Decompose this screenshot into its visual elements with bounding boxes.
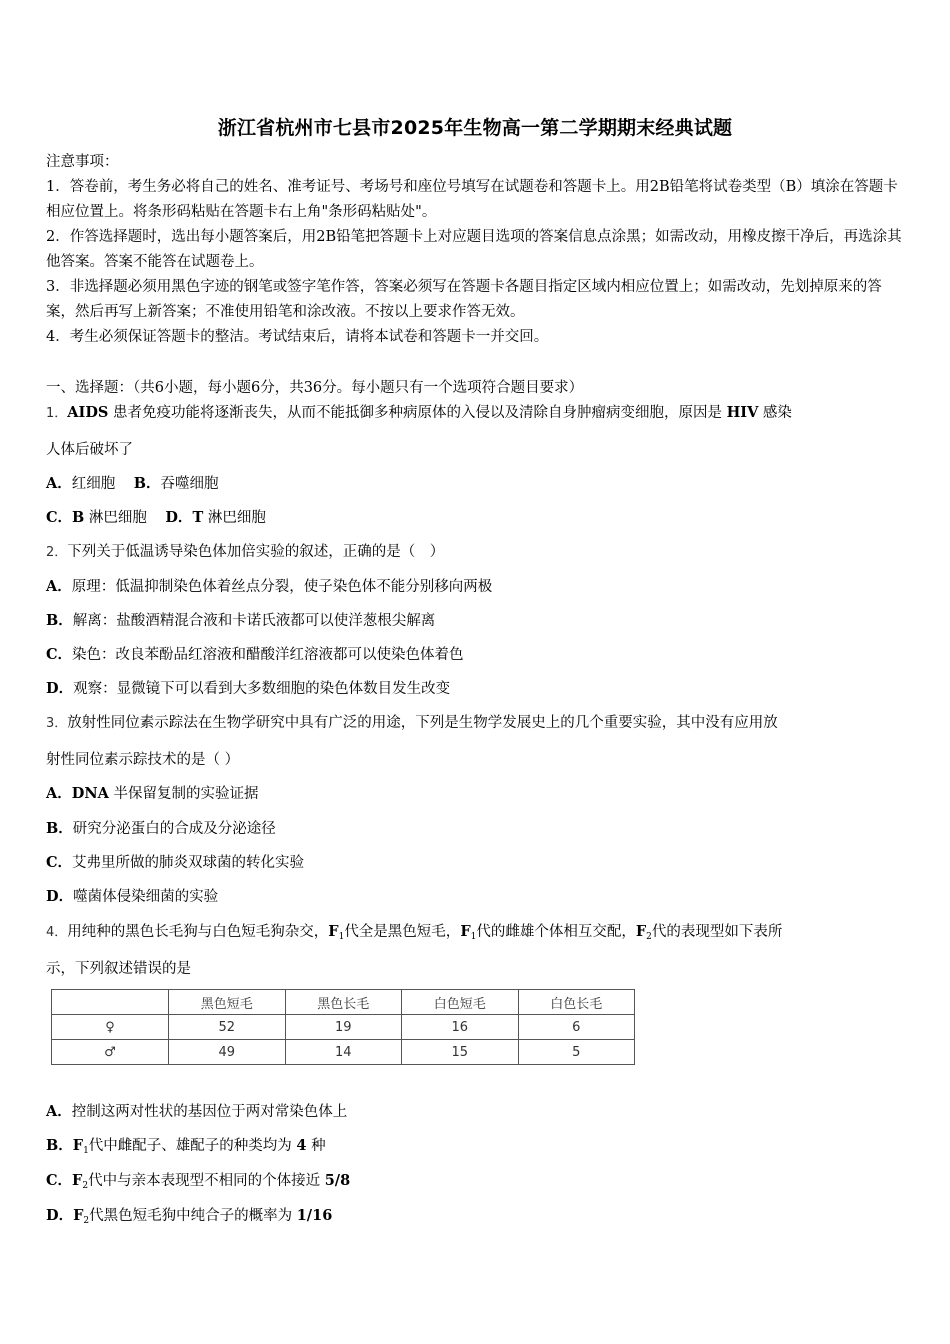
q4-option-b <box>46 1134 906 1156</box>
table-header-cell: 黑色长毛 <box>285 990 402 1015</box>
q4-option-d <box>46 1204 906 1226</box>
q4-option-d-f: F <box>73 1207 84 1224</box>
q2-number: 2． <box>46 545 68 560</box>
q4-option-a-text: 控制这两对性状的基因位于两对常染色体上 <box>71 1104 348 1120</box>
q4-option-c-f: F <box>72 1172 83 1189</box>
q1-aids: AIDS <box>67 404 109 421</box>
q1-option-c: 淋巴细胞 <box>84 510 147 526</box>
q2-option-b <box>46 609 906 630</box>
q3-option-d <box>46 885 906 906</box>
q4-option-b-end: 种 <box>306 1138 326 1154</box>
q3-option-b-letter: B． <box>46 820 73 837</box>
q4-option-c-num: 5/8 <box>324 1172 351 1189</box>
q3-option-a <box>46 782 906 803</box>
table-header-cell: 白色长毛 <box>518 990 635 1015</box>
q4-text-b: 代全是黑色短毛， <box>344 924 461 940</box>
q1-text-a: 患者免疫功能将逐渐丧失，从而不能抵御多种病原体的入侵以及清除自身肿瘤病变细胞，原因是 <box>108 405 727 421</box>
q4-option-d-letter: D． <box>46 1207 74 1224</box>
q2-stem-text: 下列关于低温诱导染色体加倍实验的叙述，正确的是（ ） <box>67 544 445 560</box>
q1-option-c-prefix: B <box>72 509 85 526</box>
q1-option-b-letter: B． <box>133 475 161 492</box>
q2-option-d-text: 观察：显微镜下可以看到大多数细胞的染色体数目发生改变 <box>73 681 451 697</box>
q2-option-a-letter: A． <box>46 578 72 595</box>
q4-stem-line1 <box>46 920 906 942</box>
q4-f-label-3: F <box>635 923 647 940</box>
q2-stem <box>46 540 906 561</box>
q3-option-c <box>46 851 906 872</box>
q4-text-d: 代的表现型如下表所 <box>651 924 783 940</box>
q2-option-d <box>46 677 906 698</box>
q3-option-d-letter: D． <box>46 888 74 905</box>
notice-item-4: 4．考生必须保证答题卡的整洁。考试结束后，请将本试卷和答题卡一并交回。 <box>46 329 549 345</box>
q4-f-sub-1: 1 <box>338 932 345 942</box>
q4-f-label-2: F <box>460 923 471 940</box>
q2-option-b-text: 解离：盐酸酒精混合液和卡诺氏液都可以使洋葱根尖解离 <box>72 613 436 629</box>
q2-option-c-letter: C． <box>46 646 73 663</box>
notice-item-2: 2．作答选择题时，选出每小题答案后，用2B铅笔把答题卡上对应题目选项的答案信息点涂黑；如需改动，用橡皮擦干净后，再选涂其他答案。答案不能答在试题卷上。 <box>46 229 902 270</box>
table-row <box>52 1015 635 1040</box>
q1-options-cd <box>46 506 906 527</box>
q4-option-a <box>46 1100 906 1121</box>
q4-option-b-text: 代中雌配子、雄配子的种类均为 <box>88 1138 297 1154</box>
q1-option-c-letter: C． <box>46 509 73 526</box>
notice-item-1: 1．答卷前，考生务必将自己的姓名、准考证号、考场号和座位号填写在试题卷和答题卡上。用2B铅笔将试卷类型（B）填涂在答题卡相应位置上。将条形码粘贴在答题卡右上角"条形码粘贴处"。 <box>46 179 898 220</box>
q2-option-a-text: 原理：低温抑制染色体着丝点分裂，使子染色体不能分别移向两极 <box>71 579 493 595</box>
q2-option-a <box>46 575 906 596</box>
table-cell: 49 <box>169 1040 286 1065</box>
section-heading: 一、选择题：（共6小题，每小题6分，共36分。每小题只有一个选项符合题目要求） <box>46 380 584 396</box>
table-cell: 5 <box>518 1040 635 1065</box>
table-cell: 19 <box>285 1015 402 1040</box>
q3-option-a-text: 半保留复制的实验证据 <box>108 786 259 802</box>
q2-option-c-text: 染色：改良苯酚品红溶液和醋酸洋红溶液都可以使染色体着色 <box>72 647 464 663</box>
q1-stem-line1 <box>46 401 906 422</box>
notice-block <box>46 150 906 350</box>
q4-option-b-letter: B． <box>46 1137 73 1154</box>
female-symbol-cell: ♀ <box>52 1015 169 1040</box>
q4-f-sub-3: 2 <box>646 932 652 942</box>
table-cell: 14 <box>285 1040 402 1065</box>
q4-option-b-f: F <box>72 1137 84 1154</box>
q3-number: 3． <box>46 716 68 731</box>
q4-phenotype-table <box>51 989 635 1065</box>
table-row <box>52 1040 635 1065</box>
q2-option-c <box>46 643 906 664</box>
q4-option-a-letter: A． <box>46 1103 72 1120</box>
q4-option-d-num: 1/16 <box>296 1207 333 1224</box>
q3-stem-line2: 射性同位素示踪技术的是（ ） <box>46 752 240 768</box>
q4-option-b-sub: 1 <box>83 1146 89 1156</box>
table-header-cell: 黑色短毛 <box>169 990 286 1015</box>
table-cell: 52 <box>169 1015 286 1040</box>
q4-option-c <box>46 1169 906 1191</box>
table-header-cell: 白色短毛 <box>402 990 519 1015</box>
table-cell: 16 <box>402 1015 519 1040</box>
q4-f-sub-2: 1 <box>470 932 477 942</box>
q3-stem-text: 放射性同位素示踪法在生物学研究中具有广泛的用途，下列是生物学发展史上的几个重要实验，其中没有应用放 <box>67 715 778 731</box>
table-header-cell <box>52 990 169 1015</box>
q4-option-d-sub: 2 <box>83 1216 90 1226</box>
q1-number: 1． <box>46 406 68 421</box>
q4-option-c-sub: 2 <box>82 1181 89 1191</box>
q4-text-c: 代的雌雄个体相互交配， <box>476 924 636 940</box>
q4-option-b-num: 4 <box>296 1137 307 1154</box>
q1-option-b: 吞噬细胞 <box>160 476 219 492</box>
q3-option-b-text: 研究分泌蛋白的合成及分泌途径 <box>72 821 276 837</box>
q1-hiv: HIV <box>726 404 759 421</box>
q1-option-d: 淋巴细胞 <box>203 510 266 526</box>
q4-stem-line2: 示，下列叙述错误的是 <box>46 961 191 977</box>
q4-number: 4． <box>46 925 68 940</box>
notice-item-3: 3．非选择题必须用黑色字迹的钢笔或签字笔作答，答案必须写在答题卡各题目指定区域内相应位置上；如需改动，先划掉原来的答案，然后再写上新答案；不准使用铅笔和涂改液。不按以上要求作答无效。 <box>46 279 882 320</box>
q2-option-d-letter: D． <box>46 680 74 697</box>
q1-option-d-letter: D． <box>165 509 193 526</box>
q4-option-c-text: 代中与亲本表现型不相同的个体接近 <box>88 1173 325 1189</box>
male-symbol-cell: ♂ <box>52 1040 169 1065</box>
notice-heading: 注意事项： <box>46 154 119 170</box>
q4-f-label-1: F <box>328 923 339 940</box>
q3-option-c-text: 艾弗里所做的肺炎双球菌的转化实验 <box>72 855 305 871</box>
q1-option-d-prefix: T <box>192 509 204 526</box>
q4-option-d-text: 代黑色短毛狗中纯合子的概率为 <box>89 1208 297 1224</box>
q3-option-c-letter: C． <box>46 854 73 871</box>
q3-option-a-letter: A． <box>46 785 72 802</box>
q3-option-d-text: 噬菌体侵染细菌的实验 <box>73 889 219 905</box>
table-cell: 15 <box>402 1040 519 1065</box>
q1-text-b: 感染 <box>758 405 792 421</box>
q2-option-b-letter: B． <box>46 612 73 629</box>
q1-option-a-letter: A． <box>46 475 72 492</box>
q1-option-a: 红细胞 <box>71 476 116 492</box>
q4-text-a: 用纯种的黑色长毛狗与白色短毛狗杂交， <box>67 924 329 940</box>
q3-option-b <box>46 817 906 838</box>
q1-options-ab <box>46 472 906 493</box>
exam-title: 浙江省杭州市七县市2025年生物高一第二学期期末经典试题 <box>217 117 733 139</box>
q1-stem-line2: 人体后破坏了 <box>46 442 133 458</box>
q3-stem-line1 <box>46 711 906 732</box>
table-header-row <box>52 990 635 1015</box>
q4-option-c-letter: C． <box>46 1172 73 1189</box>
q3-option-a-prefix: DNA <box>71 785 109 802</box>
table-cell: 6 <box>518 1015 635 1040</box>
